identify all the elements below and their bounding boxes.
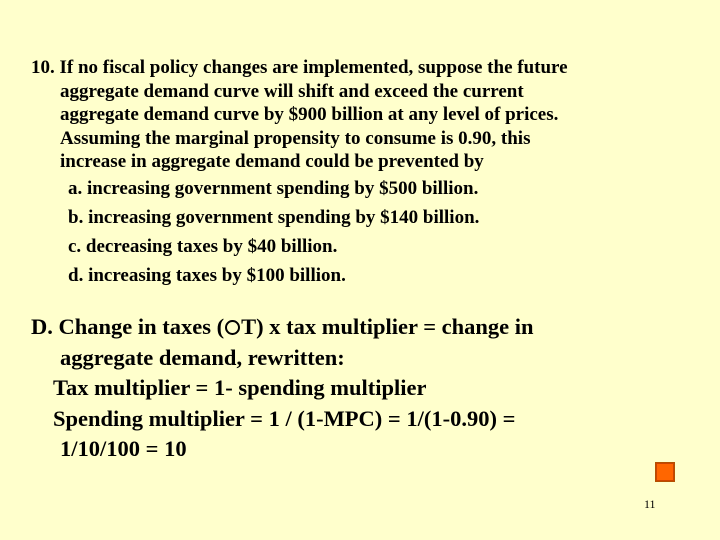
answer-line-1-suffix: T) x tax multiplier = change in bbox=[241, 314, 534, 339]
question-block bbox=[31, 56, 711, 290]
question-line-4: Assuming the marginal propensity to consume is 0.90, this bbox=[60, 127, 531, 149]
question-line-5: increase in aggregate demand could be prevented by bbox=[60, 151, 484, 172]
answer-block bbox=[31, 312, 711, 465]
question-line-3: aggregate demand curve by $900 billion at any level of prices. bbox=[60, 104, 559, 125]
answer-line-4: Spending multiplier = 1 / (1-MPC) = 1/(1-0.90) = bbox=[53, 405, 516, 431]
delta-symbol-icon bbox=[225, 320, 240, 335]
answer-line-3: Tax multiplier = 1- spending multiplier bbox=[53, 375, 427, 400]
choice-b: b. increasing government spending by $140 billion. bbox=[68, 206, 480, 228]
answer-line-1-prefix: D. Change in taxes ( bbox=[31, 314, 225, 339]
page-number: 11 bbox=[644, 497, 656, 511]
answer-line-2: aggregate demand, rewritten: bbox=[60, 344, 345, 370]
choice-c: c. decreasing taxes by $40 billion. bbox=[68, 235, 338, 257]
question-line-2: aggregate demand curve will shift and exceed the current bbox=[60, 80, 524, 102]
answer-line-5: 1/10/100 = 10 bbox=[60, 436, 187, 461]
choice-d: d. increasing taxes by $100 billion. bbox=[68, 264, 346, 286]
next-slide-button[interactable] bbox=[655, 462, 675, 482]
question-line-1: 10. If no fiscal policy changes are implemented, suppose the future bbox=[31, 57, 568, 78]
choice-a: a. increasing government spending by $500 billion. bbox=[68, 177, 479, 199]
answer-line-1 bbox=[31, 312, 711, 343]
